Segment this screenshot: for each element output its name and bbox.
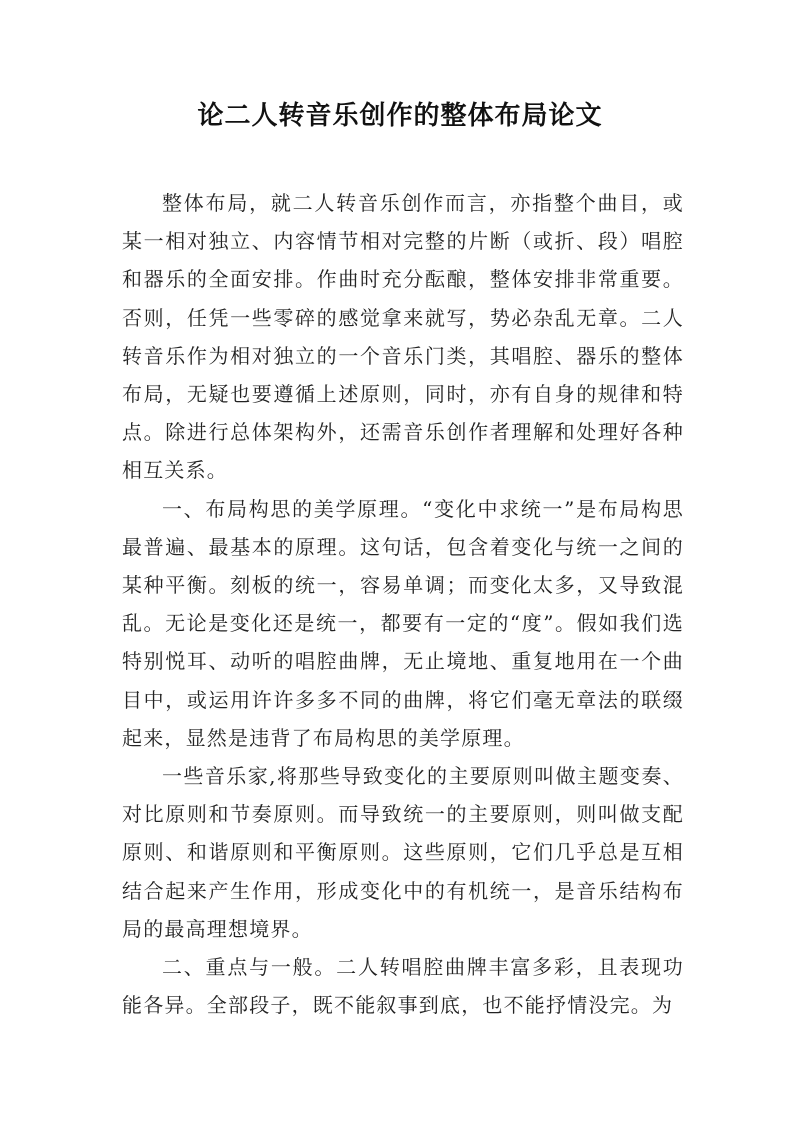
document-title: 论二人转音乐创作的整体布局论文 bbox=[197, 101, 603, 131]
paragraph: 二、重点与一般。二人转唱腔曲牌丰富多彩，且表现功能各异。全部段子，既不能叙事到底，也不能抒情没完。为 bbox=[122, 955, 684, 1018]
paragraph: 整体布局，就二人转音乐创作而言，亦指整个曲目，或某一相对独立、内容情节相对完整的片断（或折、段）唱腔和器乐的全面安排。作曲时充分酝酿，整体安排非常重要。否则，任凭一些零碎的感觉拿来就写，势必杂乱无章。二人转音乐作为相对独立的一个音乐门类，其唱腔、器乐的整体布局，无疑也要遵循上述原则，同时，亦有自身的规律和特点。除进行总体架构外，还需音乐创作者理解和处理好各种相互关系。 bbox=[122, 191, 684, 483]
document-body bbox=[122, 184, 684, 1024]
paragraph: 一些音乐家,将那些导致变化的主要原则叫做主题变奏、对比原则和节奏原则。而导致统一的主要原则，则叫做支配原则、和谐原则和平衡原则。这些原则，它们几乎总是互相结合起来产生作用，形成变化中的有机统一，是音乐结构布局的最高理想境界。 bbox=[122, 764, 684, 941]
paragraph: 一、布局构思的美学原理。“变化中求统一”是布局构思最普遍、最基本的原理。这句话，包含着变化与统一之间的某种平衡。刻板的统一，容易单调；而变化太多，又导致混乱。无论是变化还是统一，都要有一定的“度”。假如我们选特别悦耳、动听的唱腔曲牌，无止境地、重复地用在一个曲目中，或运用许许多多不同的曲牌，将它们毫无章法的联缀起来，显然是违背了布局构思的美学原理。 bbox=[122, 496, 684, 750]
